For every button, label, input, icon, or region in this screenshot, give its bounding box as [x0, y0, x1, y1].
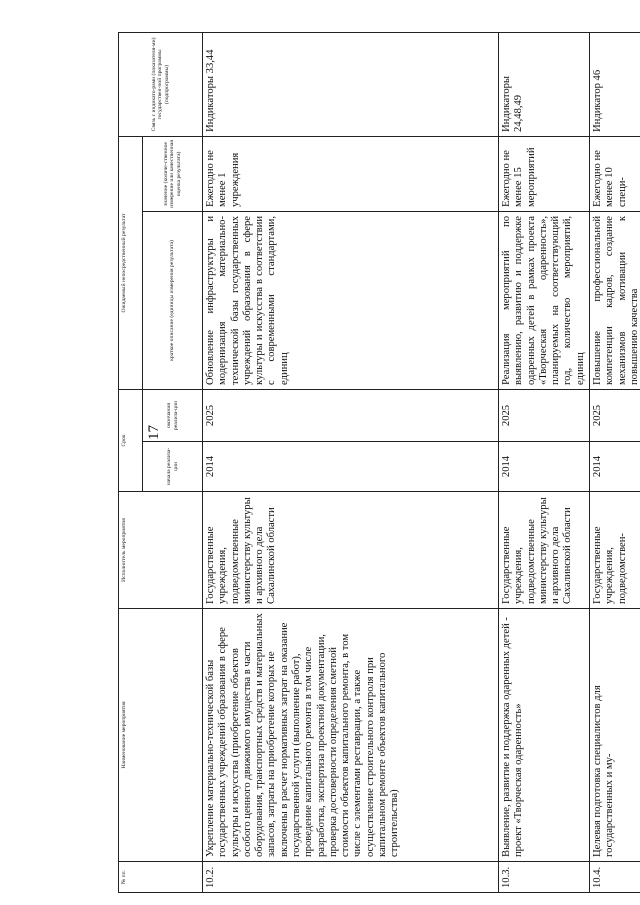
row-link: Индикаторы 33,44 [203, 32, 499, 136]
header-result-value: значение (количе-ственное измерение или качественная оценка результата) [143, 136, 203, 211]
header-link: Связь с индикато-рами (показателя-ми) государствен-ной программы (подпрограммы) [119, 32, 203, 136]
table-row [203, 32, 499, 892]
row-end: 2025 [203, 389, 499, 441]
header-result: Ожидаемый непосредственный результат [119, 136, 143, 389]
rotated-table-wrapper [118, 33, 640, 893]
row-name: Укрепление материально-технической базы государственных учреждений образования в сфере культуры и искусства (приобретение объектов особого ценного движимого имущества в части оборудования, транспортных средств и материальных запасов, затраты на приобретение которых не включены в расчет нормативных затрат на оказание государственной услуги (выполнение работ), проведение капитального ремонта в том числе разработка, экспертиза проектной документации, проверка достоверности определения сметной стоимости объектов капитального ремонта, в том числе с элементами реставрации, а также осуществление строительного контроля при капитальном ремонте объектов капитального строительства) [203, 609, 499, 862]
row-executor: Государственные учреждения, подведомственные министерству культуры и архивного дела Сахалинской области [499, 492, 590, 609]
header-result-desc: краткое описание (единицы измерения результата) [143, 211, 203, 389]
row-result-value: Ежегодно не менее 15 мероприятий [499, 136, 590, 211]
events-table [118, 32, 640, 893]
page-number: 17 [146, 425, 162, 440]
row-executor: Государственные учреждения, подведомствен- [589, 492, 640, 609]
header-name: Наименование мероприятия [119, 609, 203, 862]
row-end: 2025 [499, 389, 590, 441]
row-name: Выявление, развитие и поддержка одаренных детей - проект «Творческая одаренность» [499, 609, 590, 862]
row-link: Индикаторы 24,48,49 [499, 32, 590, 136]
table-row [499, 32, 590, 892]
row-num: 10.4. [589, 862, 640, 893]
row-start: 2014 [499, 442, 590, 492]
header-term-end: окончания реализа-ции [143, 389, 203, 441]
row-num: 10.3. [499, 862, 590, 893]
row-result-value: Ежегодно не менее 10 специ- [589, 136, 640, 211]
row-result-desc: Реализация мероприятий по выявлению, развитию и поддержке одаренных детей в рамках проекта «Творческая одаренность», планируемых на соответствующий год, количество мероприятий, единиц [499, 211, 590, 389]
header-term-start: начала реализа-ции [143, 442, 203, 492]
header-executor: Исполнитель мероприятия [119, 492, 203, 609]
row-result-desc: Повышение профессиональной компетенции кадров, создание механизмов мотивации к повышению качества [589, 211, 640, 389]
row-num: 10.2. [203, 862, 499, 893]
row-result-value: Ежегодно не менее 1 учреждения [203, 136, 499, 211]
row-start: 2014 [203, 442, 499, 492]
header-term: Срок [119, 389, 143, 491]
row-executor: Государственные учреждения, подведомственные министерству культуры и архивного дела Сахалинской области [203, 492, 499, 609]
row-end: 2025 [589, 389, 640, 441]
row-result-desc: Обновление инфраструктуры и модернизация материально-технической базы государственных учреждений образования в сфере культуры и искусства в соответствии с современными стандартами, единиц [203, 211, 499, 389]
header-num: № пп. [119, 862, 203, 893]
row-start: 2014 [589, 442, 640, 492]
table-row [589, 32, 640, 892]
row-name: Целевая подготовка специалистов для государственных и му- [589, 609, 640, 862]
row-link: Индикатор 46 [589, 32, 640, 136]
